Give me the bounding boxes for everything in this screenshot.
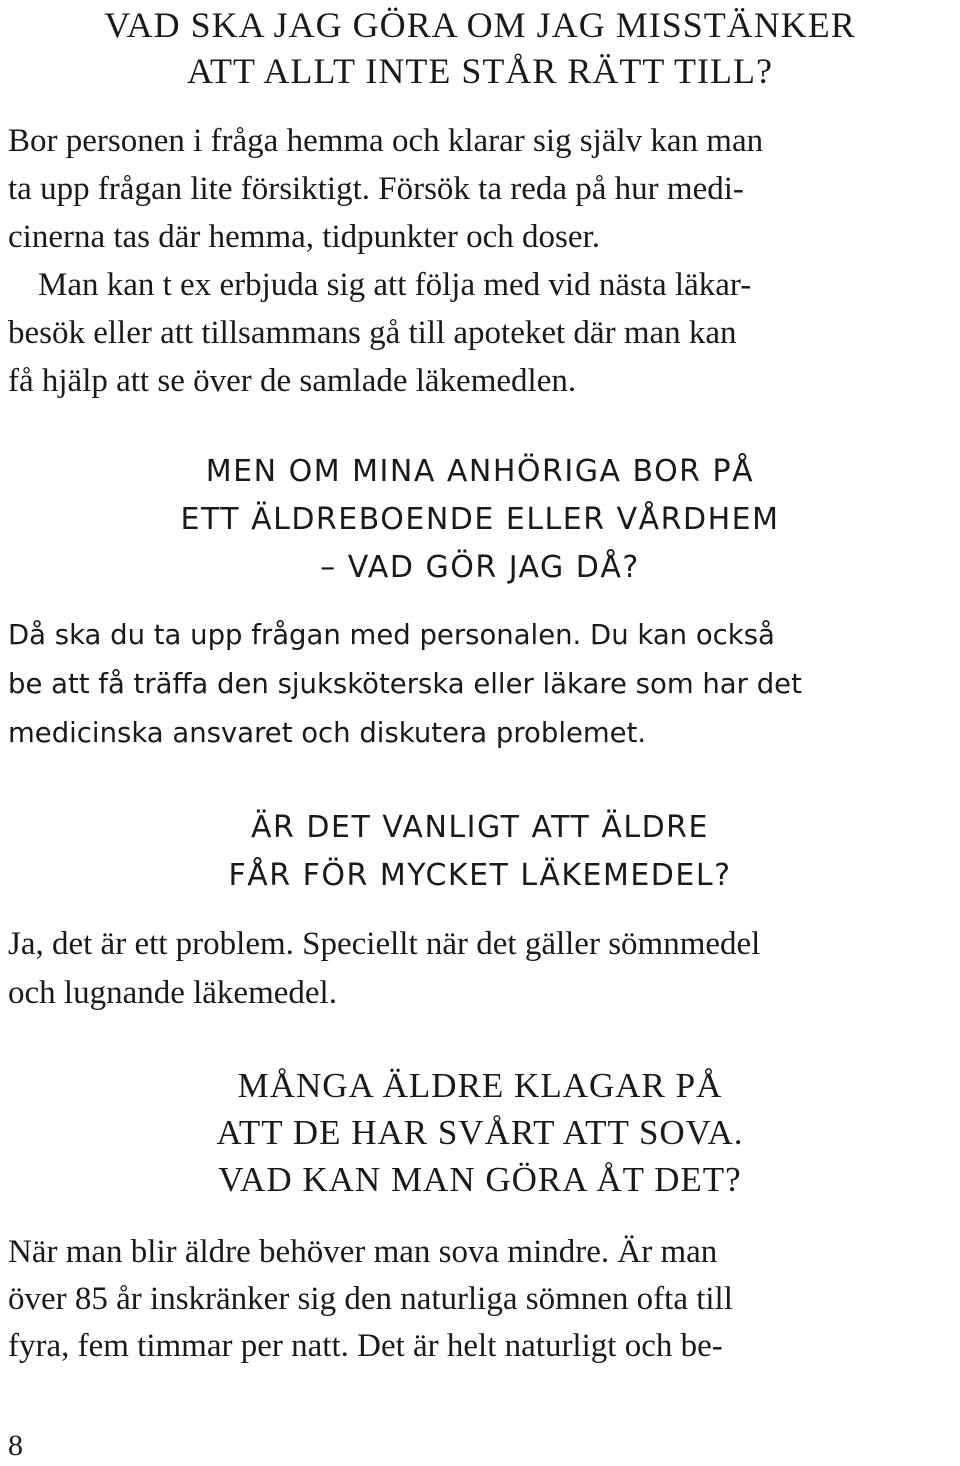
page-number: 8 bbox=[8, 1429, 23, 1462]
section-4-line-3: fyra, fem timmar per natt. Det är helt naturligt och be- bbox=[8, 1328, 723, 1364]
section-3-paragraph bbox=[8, 920, 956, 1018]
section-1-heading-line-1: VAD SKA JAG GÖRA OM JAG MISSTÄNKER bbox=[104, 5, 856, 45]
section-2-line-2: be att få träffa den sjuksköterska eller läkare som har det bbox=[8, 668, 802, 700]
section-1-heading bbox=[0, 2, 960, 94]
section-4-heading-line-3: VAD KAN MAN GÖRA ÅT DET? bbox=[218, 1160, 742, 1199]
section-4-heading-line-2: ATT DE HAR SVÅRT ATT SOVA. bbox=[216, 1113, 744, 1152]
section-2-paragraph bbox=[8, 611, 956, 758]
section-3-line-2: och lugnande läkemedel. bbox=[8, 975, 337, 1011]
section-1-heading-line-2: ATT ALLT INTE STÅR RÄTT TILL? bbox=[187, 51, 773, 91]
section-1-paragraph bbox=[8, 117, 956, 405]
section-4-line-2: över 85 år inskränker sig den naturliga sömnen ofta till bbox=[8, 1281, 733, 1317]
section-4-heading-line-1: MÅNGA ÄLDRE KLAGAR PÅ bbox=[237, 1066, 723, 1105]
section-3-heading-line-2: FÅR FÖR MYCKET LÄKEMEDEL? bbox=[228, 858, 732, 893]
section-4-heading bbox=[0, 1062, 960, 1203]
section-3-heading bbox=[0, 804, 960, 900]
section-1-line-5: besök eller att tillsammans gå till apoteket där man kan bbox=[8, 315, 737, 351]
section-2-line-1: Då ska du ta upp frågan med personalen. Du kan också bbox=[8, 619, 775, 651]
section-2-heading-line-3: – VAD GÖR JAG DÅ? bbox=[320, 550, 640, 585]
section-2-heading bbox=[0, 448, 960, 592]
section-1-line-4: Man kan t ex erbjuda sig att följa med vid nästa läkar- bbox=[38, 267, 752, 303]
section-4-line-1: När man blir äldre behöver man sova mindre. Är man bbox=[8, 1234, 718, 1270]
section-2-heading-line-1: MEN OM MINA ANHÖRIGA BOR PÅ bbox=[205, 454, 755, 489]
section-2-heading-line-2: ETT ÄLDREBOENDE ELLER VÅRDHEM bbox=[180, 502, 780, 537]
section-1-line-3: cinerna tas där hemma, tidpunkter och doser. bbox=[8, 219, 600, 255]
section-1-line-2: ta upp frågan lite försiktigt. Försök ta reda på hur medi- bbox=[8, 171, 744, 207]
section-3-heading-line-1: ÄR DET VANLIGT ATT ÄLDRE bbox=[251, 810, 709, 845]
section-1-line-1: Bor personen i fråga hemma och klarar sig själv kan man bbox=[8, 123, 764, 159]
section-1-line-6: få hjälp att se över de samlade läkemedlen. bbox=[8, 363, 577, 399]
section-3-line-1: Ja, det är ett problem. Speciellt när det gäller sömnmedel bbox=[8, 926, 761, 962]
section-2-line-3: medicinska ansvaret och diskutera problemet. bbox=[8, 717, 647, 749]
section-4-paragraph bbox=[8, 1229, 956, 1370]
